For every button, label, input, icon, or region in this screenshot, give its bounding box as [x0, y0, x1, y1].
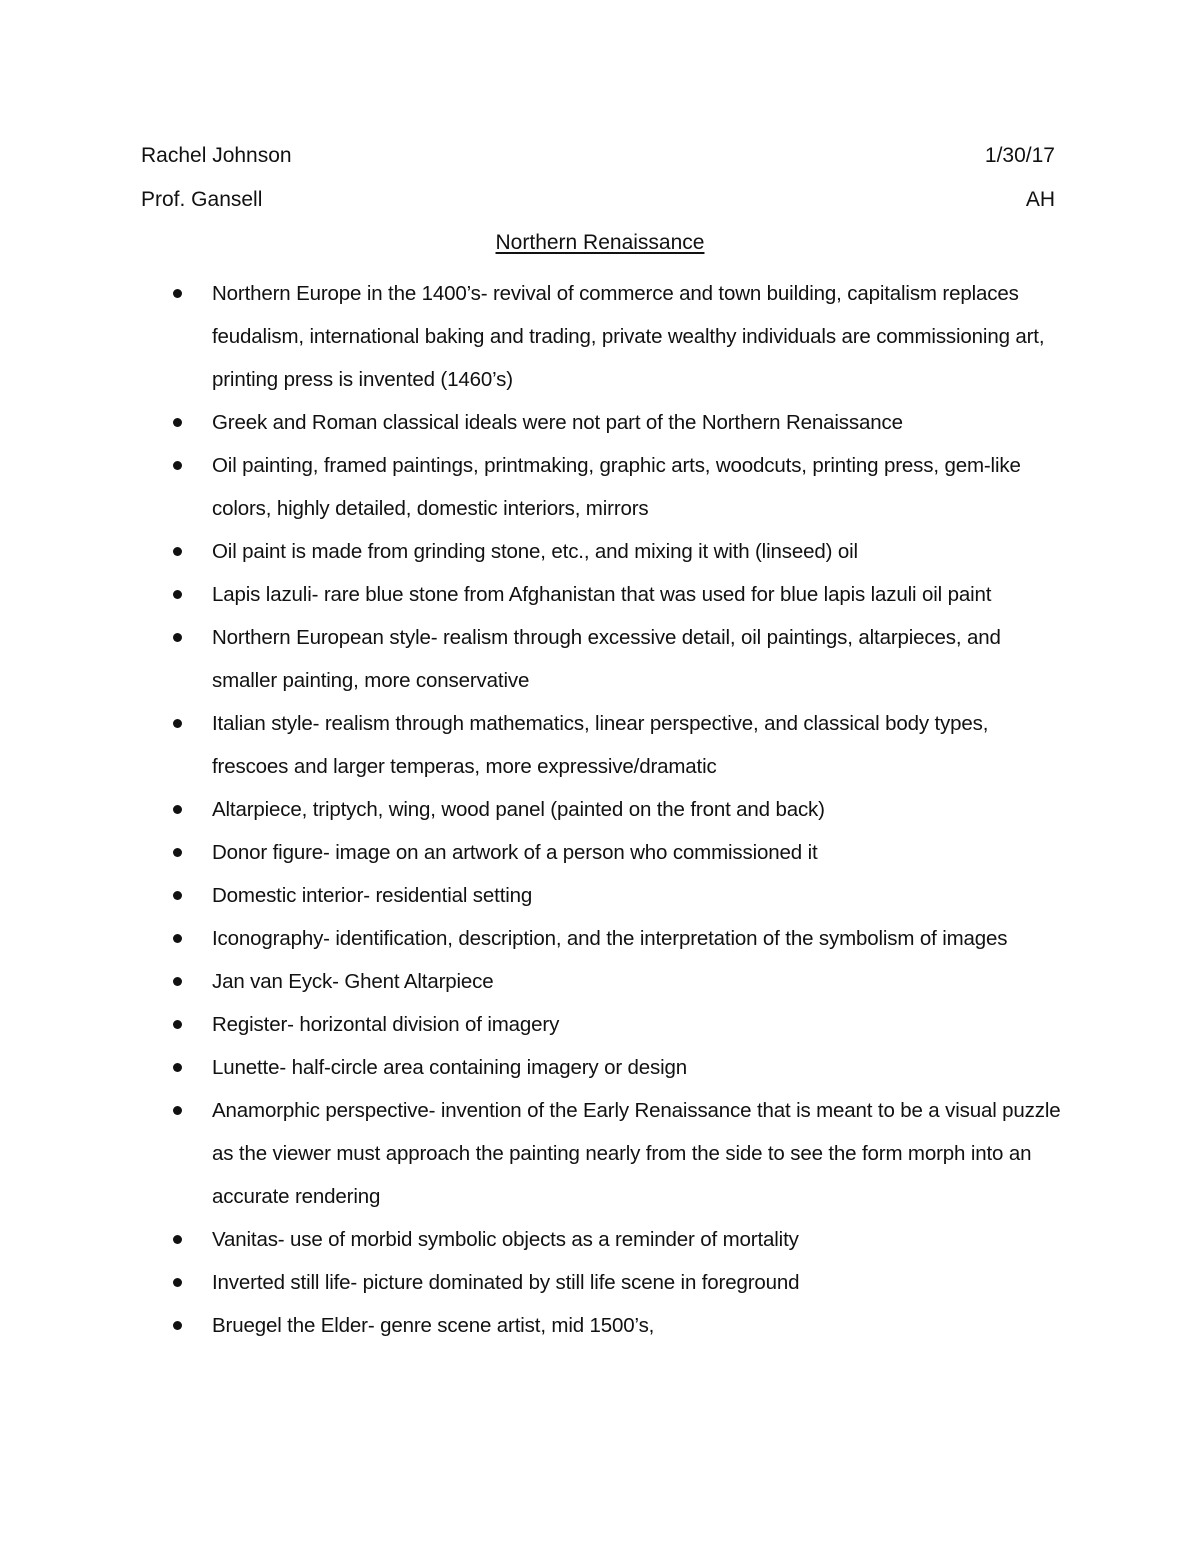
list-item: [141, 1003, 1061, 1046]
list-item: [141, 1218, 1061, 1261]
document-date: 1/30/17: [984, 144, 1055, 167]
bullet-icon: [173, 1063, 182, 1072]
list-item-text: Northern European style- realism through excessive detail, oil paintings, altarpieces, and smaller painting, more conservative: [212, 626, 1001, 692]
bullet-icon: [173, 1020, 182, 1029]
bullet-icon: [173, 633, 182, 642]
list-item-text: Register- horizontal division of imagery: [212, 1013, 560, 1036]
list-item-text: Altarpiece, triptych, wing, wood panel (painted on the front and back): [212, 798, 825, 821]
bullet-icon: [173, 805, 182, 814]
list-item: [141, 616, 1061, 702]
list-item: [141, 788, 1061, 831]
list-item-text: Lapis lazuli- rare blue stone from Afghanistan that was used for blue lapis lazuli oil paint: [212, 583, 992, 606]
list-item-text: Vanitas- use of morbid symbolic objects as a reminder of mortality: [212, 1228, 799, 1251]
list-item: [141, 917, 1061, 960]
bullet-icon: [173, 289, 182, 298]
bullet-icon: [173, 1278, 182, 1287]
bullet-icon: [173, 1235, 182, 1244]
list-item: [141, 444, 1061, 530]
list-item: [141, 874, 1061, 917]
list-item: [141, 1304, 1061, 1347]
list-item: [141, 702, 1061, 788]
bullet-icon: [173, 891, 182, 900]
list-item: [141, 831, 1061, 874]
list-item: [141, 530, 1061, 573]
list-item: [141, 960, 1061, 1003]
bullet-icon: [173, 1321, 182, 1330]
list-item: [141, 573, 1061, 616]
list-item: [141, 1046, 1061, 1089]
bullet-icon: [173, 461, 182, 470]
list-item-text: Iconography- identification, description, and the interpretation of the symbolism of images: [212, 927, 1008, 950]
list-item-text: Bruegel the Elder- genre scene artist, mid 1500’s,: [212, 1314, 655, 1337]
bullet-icon: [173, 418, 182, 427]
bullet-icon: [173, 547, 182, 556]
list-item: [141, 401, 1061, 444]
bullet-icon: [173, 848, 182, 857]
list-item-text: Greek and Roman classical ideals were not part of the Northern Renaissance: [212, 411, 903, 434]
bullet-icon: [173, 934, 182, 943]
list-item-text: Domestic interior- residential setting: [212, 884, 533, 907]
list-item-text: Oil paint is made from grinding stone, etc., and mixing it with (linseed) oil: [212, 540, 858, 563]
list-item-text: Lunette- half-circle area containing imagery or design: [212, 1056, 688, 1079]
notes-list: [141, 272, 1061, 1347]
bullet-icon: [173, 977, 182, 986]
list-item-text: Northern Europe in the 1400’s- revival of commerce and town building, capitalism replaces feudalism, international baking and trading, private wealthy individuals are commissioning art, printing press is invented (1460’s): [212, 282, 1045, 391]
list-item-text: Inverted still life- picture dominated by still life scene in foreground: [212, 1271, 800, 1294]
bullet-icon: [173, 1106, 182, 1115]
professor-name: Prof. Gansell: [141, 188, 263, 211]
list-item: [141, 272, 1061, 401]
header-row-name-date: [141, 141, 1055, 171]
list-item-text: Italian style- realism through mathematics, linear perspective, and classical body types, frescoes and larger temperas, more expressive/dramatic: [212, 712, 989, 778]
student-name: Rachel Johnson: [141, 144, 292, 167]
document-title: [0, 228, 1200, 258]
bullet-icon: [173, 590, 182, 599]
list-item-text: Donor figure- image on an artwork of a person who commissioned it: [212, 841, 818, 864]
bullet-icon: [173, 719, 182, 728]
list-item: [141, 1261, 1061, 1304]
list-item: [141, 1089, 1061, 1218]
list-item-text: Jan van Eyck- Ghent Altarpiece: [212, 970, 494, 993]
header-row-professor-course: [141, 185, 1055, 215]
list-item-text: Oil painting, framed paintings, printmaking, graphic arts, woodcuts, printing press, gem-like colors, highly detailed, domestic interiors, mirrors: [212, 454, 1021, 520]
course-code: AH: [1025, 188, 1055, 211]
list-item-text: Anamorphic perspective- invention of the Early Renaissance that is meant to be a visual puzzle as the viewer must approach the painting nearly from the side to see the form morph into an accurate rendering: [212, 1099, 1061, 1208]
document-title-text: Northern Renaissance: [495, 231, 705, 254]
